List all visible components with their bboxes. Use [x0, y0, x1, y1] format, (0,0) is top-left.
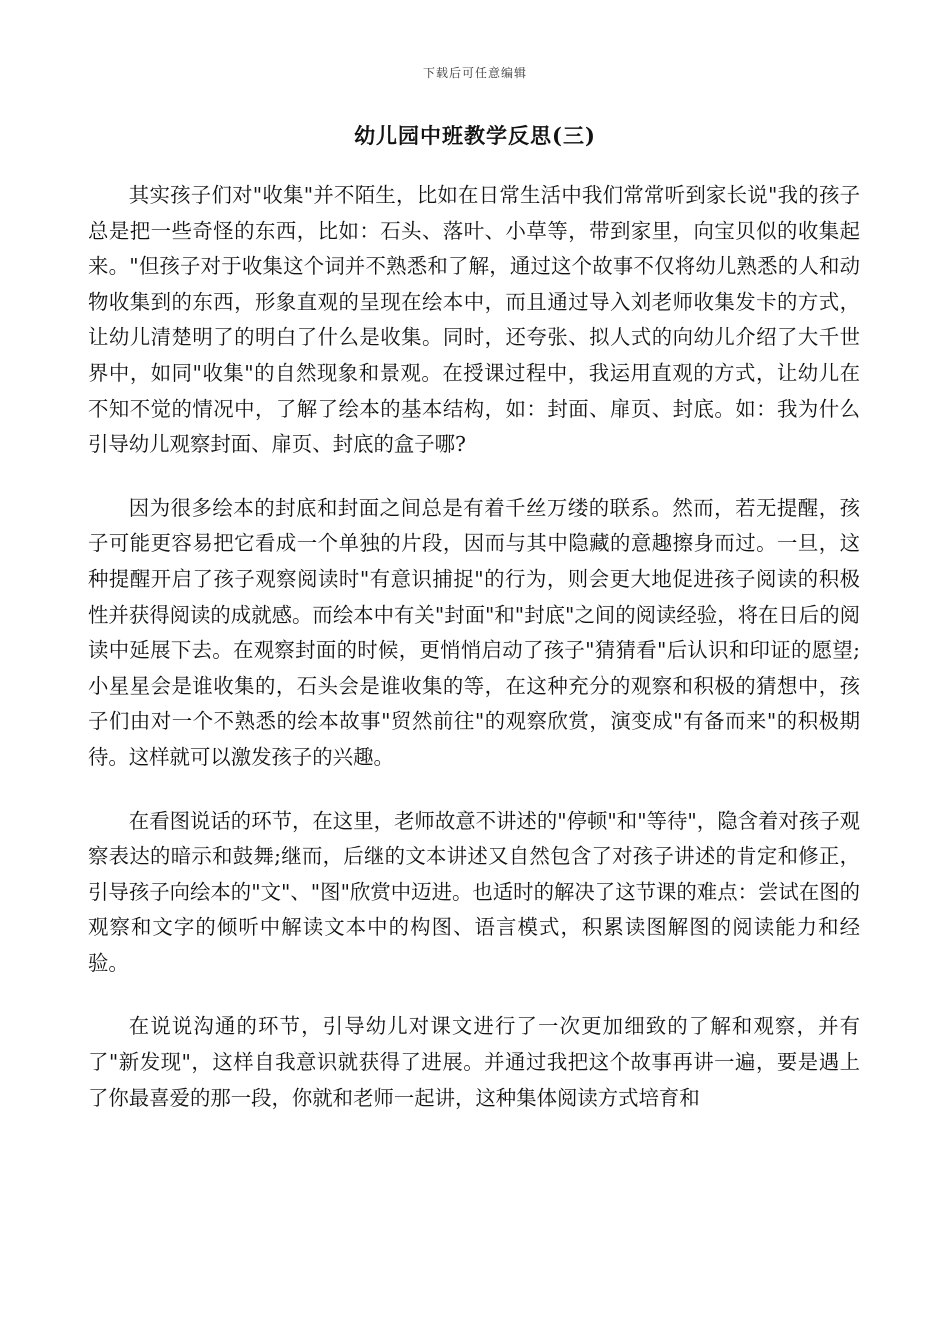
document-title: 幼儿园中班教学反思(三) [354, 123, 596, 148]
document-body [88, 178, 860, 1144]
paragraph-3: 在看图说话的环节，在这里，老师故意不讲述的"停顿"和"等待"，隐含着对孩子观察表达的暗示和鼓舞;继而，后继的文本讲述又自然包含了对孩子讲述的肯定和修正，引导孩子向绘本的"文"、"图"欣赏中迈进。也适时的解决了这节课的难点：尝试在图的观察和文字的倾听中解读文本中的构图、语言模式，积累读图解图的阅读能力和经验。 [88, 808, 860, 975]
header-note: 下载后可任意编辑 [422, 66, 527, 80]
paragraph-2: 因为很多绘本的封底和封面之间总是有着千丝万缕的联系。然而，若无提醒，孩子可能更容易把它看成一个单独的片段，因而与其中隐藏的意趣擦身而过。一旦，这种提醒开启了孩子观察阅读时"有意识捕捉"的行为，则会更大地促进孩子阅读的积极性并获得阅读的成就感。而绘本中有关"封面"和"封底"之间的阅读经验，将在日后的阅读中延展下去。在观察封面的时候，更悄悄启动了孩子"猜猜看"后认识和印证的愿望;小星星会是谁收集的，石头会是谁收集的等，在这种充分的观察和积极的猜想中，孩子们由对一个不熟悉的绘本故事"贸然前往"的观察欣赏，演变成"有备而来"的积极期待。这样就可以激发孩子的兴趣。 [88, 495, 860, 769]
paragraph-1: 其实孩子们对"收集"并不陌生，比如在日常生活中我们常常听到家长说"我的孩子总是把一些奇怪的东西，比如：石头、落叶、小草等，带到家里，向宝贝似的收集起来。"但孩子对于收集这个词并不熟悉和了解，通过这个故事不仅将幼儿熟悉的人和动物收集到的东西，形象直观的呈现在绘本中，而且通过导入刘老师收集发卡的方式，让幼儿清楚明了的明白了什么是收集。同时，还夸张、拟人式的向幼儿介绍了大千世界中，如同"收集"的自然现象和景观。在授课过程中，我运用直观的方式，让幼儿在不知不觉的情况中，了解了绘本的基本结构，如：封面、扉页、封底。如：我为什么引导幼儿观察封面、扉页、封底的盒子哪? [88, 183, 860, 457]
paragraph-4: 在说说沟通的环节，引导幼儿对课文进行了一次更加细致的了解和观察，并有了"新发现"，这样自我意识就获得了进展。并通过我把这个故事再讲一遍，要是遇上了你最喜爱的那一段，你就和老师一起讲，这种集体阅读方式培育和 [88, 1014, 860, 1110]
